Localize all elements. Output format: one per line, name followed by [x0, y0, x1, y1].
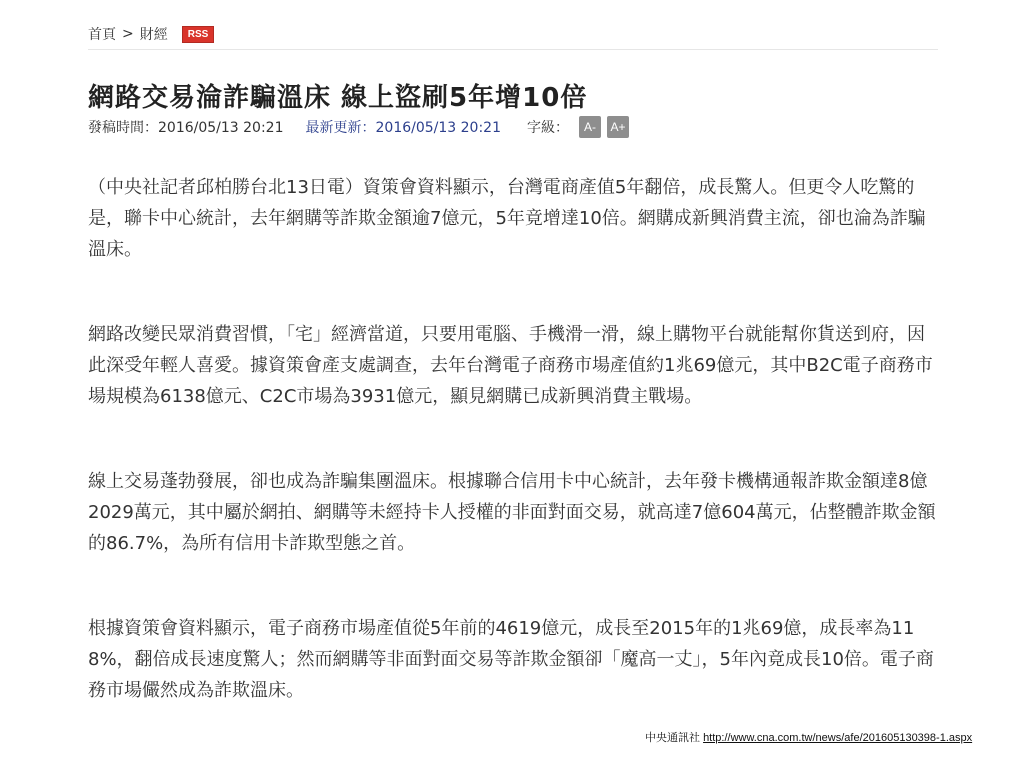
font-size-label: 字級： — [527, 120, 569, 136]
article-title: 網路交易淪詐騙溫床 線上盜刷5年增10倍 — [88, 83, 588, 114]
article-paragraph: （中央社記者邱柏勝台北13日電）資策會資料顯示，台灣電商產值5年翻倍，成長驚人。但更令人吃驚的是，聯卡中心統計，去年網購等詐欺金額逾7億元，5年竟增達10倍。網購成新興消費主流，卻也淪為詐騙溫床。 — [88, 177, 926, 260]
source-label: 中央通訊社 — [645, 732, 700, 744]
publish-time: 發稿時間：2016/05/13 20:21 — [88, 120, 284, 136]
article-body — [88, 172, 938, 760]
breadcrumb — [88, 23, 214, 45]
article-meta — [88, 114, 629, 140]
article-page — [88, 0, 938, 768]
source-credit — [645, 729, 972, 745]
article-paragraph: 根據資策會資料顯示，電子商務市場產值從5年前的4619億元，成長至2015年的1兆69億，成長率為118%，翻倍成長速度驚人；然而網購等非面對面交易等詐欺金額卻「魔高一丈」，5年內竟成長10倍。電子商務市場儼然成為詐欺溫床。 — [88, 618, 934, 701]
breadcrumb-section-link[interactable]: 財經 — [139, 27, 168, 43]
article-paragraph: 網路改變民眾消費習慣，「宅」經濟當道，只要用電腦、手機滑一滑，線上購物平台就能幫你貨送到府，因此深受年輕人喜愛。據資策會產支處調查，去年台灣電子商務市場產值約1兆69億元，其中B2C電子商務市場規模為6138億元、C2C市場為3931億元，顯見網購已成新興消費主戰場。 — [88, 324, 933, 407]
font-larger-button[interactable]: A+ — [607, 116, 629, 138]
source-link[interactable]: http://www.cna.com.tw/news/afe/201605130398-1.aspx — [703, 732, 973, 744]
font-smaller-button[interactable]: A- — [579, 116, 601, 138]
updated-time: 最新更新：2016/05/13 20:21 — [305, 120, 501, 136]
rss-button[interactable]: RSS — [182, 26, 215, 43]
breadcrumb-separator: > — [122, 26, 134, 42]
header-divider — [88, 49, 938, 50]
breadcrumb-home-link[interactable]: 首頁 — [88, 27, 116, 43]
article-paragraph: 線上交易蓬勃發展，卻也成為詐騙集團溫床。根據聯合信用卡中心統計，去年發卡機構通報詐欺金額達8億2029萬元，其中屬於網拍、網購等未經持卡人授權的非面對面交易，就高達7億604萬元，佔整體詐欺金額的86.7%，為所有信用卡詐欺型態之首。 — [88, 471, 936, 554]
